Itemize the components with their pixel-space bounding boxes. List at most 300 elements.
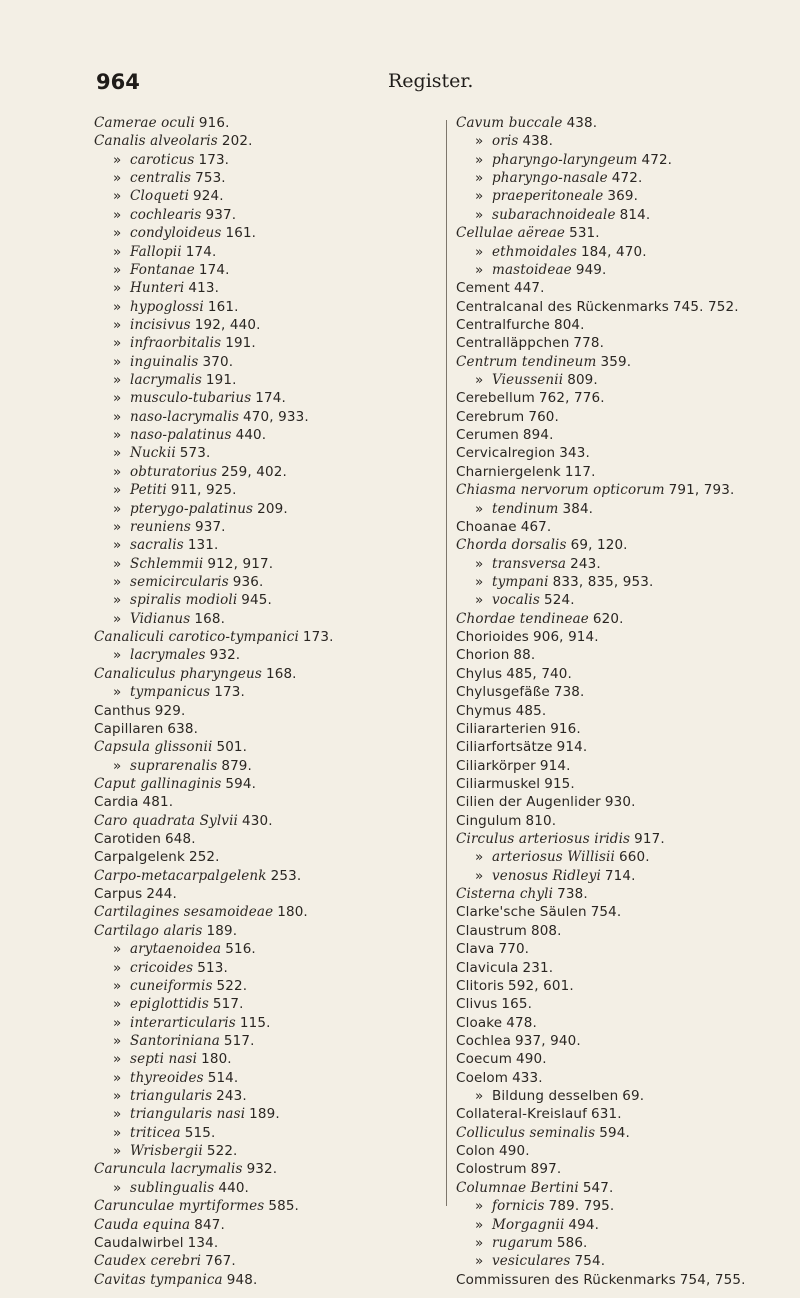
index-term: tympani bbox=[492, 573, 549, 590]
ditto-mark: » bbox=[113, 757, 122, 774]
index-term: Canalis alveolaris bbox=[94, 133, 218, 150]
index-entry bbox=[94, 114, 434, 132]
index-term: Caruncula lacrymalis bbox=[94, 1161, 243, 1178]
page-reference: 173. bbox=[198, 151, 230, 168]
page-reference: 430. bbox=[242, 812, 273, 829]
page-reference: 470, 933. bbox=[243, 408, 309, 425]
page-reference: 760. bbox=[528, 408, 559, 425]
index-term: triangularis bbox=[130, 1088, 213, 1105]
page-reference: 467. bbox=[520, 518, 552, 535]
index-entry bbox=[94, 922, 434, 940]
index-term: sublingualis bbox=[130, 1179, 215, 1196]
index-term: Cisterna chyli bbox=[456, 886, 554, 903]
page-reference: 88. bbox=[513, 647, 536, 664]
index-entry bbox=[456, 793, 796, 811]
ditto-mark: » bbox=[113, 316, 122, 333]
index-term: lacrymalis bbox=[130, 372, 202, 389]
index-term: naso-palatinus bbox=[130, 427, 232, 444]
index-entry bbox=[456, 940, 796, 958]
ditto-mark: » bbox=[113, 977, 122, 994]
page-reference: 69. bbox=[622, 1088, 645, 1105]
ditto-mark: » bbox=[113, 537, 122, 554]
index-entry bbox=[94, 316, 434, 334]
index-term: triticea bbox=[130, 1124, 181, 1141]
index-term: Chymus bbox=[456, 702, 512, 719]
page-reference: 472. bbox=[641, 151, 673, 168]
ditto-mark: » bbox=[475, 206, 484, 223]
page-reference: 161. bbox=[207, 298, 239, 315]
ditto-mark: » bbox=[475, 151, 484, 168]
ditto-mark: » bbox=[475, 1088, 484, 1105]
page-reference: 660. bbox=[618, 849, 650, 866]
page-reference: 949. bbox=[575, 261, 607, 278]
index-term: Claustrum bbox=[456, 922, 527, 939]
page-reference: 180. bbox=[277, 904, 308, 921]
index-entry bbox=[456, 1050, 796, 1068]
page-reference: 930. bbox=[604, 794, 636, 811]
page-reference: 191. bbox=[225, 335, 256, 352]
ditto-mark: » bbox=[475, 372, 484, 389]
index-term: Cerumen bbox=[456, 427, 519, 444]
index-term: Cauda equina bbox=[94, 1216, 191, 1233]
ditto-mark: » bbox=[113, 1179, 122, 1196]
index-entry bbox=[456, 151, 796, 169]
index-entry bbox=[94, 1197, 434, 1215]
index-term: Santoriniana bbox=[130, 1032, 220, 1049]
page-reference: 592, 601. bbox=[508, 977, 574, 994]
index-entry bbox=[94, 353, 434, 371]
index-entry bbox=[456, 500, 796, 518]
index-entry bbox=[456, 995, 796, 1013]
index-entry bbox=[456, 903, 796, 921]
index-term: Centrum tendineum bbox=[456, 353, 597, 370]
index-entry bbox=[456, 1216, 796, 1234]
page-reference: 494. bbox=[568, 1216, 600, 1233]
index-term: Carpus bbox=[94, 886, 143, 903]
index-entry bbox=[456, 243, 796, 261]
index-term: Ciliararterien bbox=[456, 720, 547, 737]
page-reference: 522. bbox=[206, 1143, 238, 1160]
index-term: ethmoidales bbox=[492, 243, 577, 260]
index-term: pterygo-palatinus bbox=[130, 500, 254, 517]
ditto-mark: » bbox=[475, 188, 484, 205]
ditto-mark: » bbox=[113, 372, 122, 389]
index-term: Ciliarfortsätze bbox=[456, 739, 553, 756]
index-term: Coecum bbox=[456, 1051, 513, 1068]
index-term: thyreoides bbox=[130, 1069, 204, 1086]
page-reference: 184, 470. bbox=[580, 243, 647, 260]
index-entry bbox=[94, 243, 434, 261]
index-entry bbox=[456, 371, 796, 389]
page-reference: 547. bbox=[582, 1179, 614, 1196]
index-entry bbox=[94, 848, 434, 866]
index-entry bbox=[456, 555, 796, 573]
page-reference: 359. bbox=[600, 353, 632, 370]
page-reference: 778. bbox=[573, 335, 605, 352]
index-term: Cement bbox=[456, 280, 510, 297]
index-term: Centralfurche bbox=[456, 316, 550, 333]
index-entry bbox=[456, 610, 796, 628]
page-reference: 69, 120. bbox=[570, 537, 628, 554]
index-term: Coelom bbox=[456, 1069, 509, 1086]
index-term: venosus Ridleyi bbox=[492, 867, 601, 884]
page-reference: 165. bbox=[501, 996, 533, 1013]
index-entry bbox=[456, 1032, 796, 1050]
ditto-mark: » bbox=[475, 170, 484, 187]
index-entry bbox=[94, 298, 434, 316]
index-entry bbox=[456, 187, 796, 205]
index-entry bbox=[456, 481, 796, 499]
page-reference: 916. bbox=[550, 720, 581, 737]
page-reference: 524. bbox=[543, 592, 575, 609]
index-entry bbox=[456, 959, 796, 977]
page-reference: 754. bbox=[574, 1253, 606, 1270]
page-reference: 517. bbox=[223, 1032, 255, 1049]
index-entry bbox=[456, 702, 796, 720]
page-reference: 738. bbox=[557, 886, 588, 903]
index-term: Colostrum bbox=[456, 1161, 527, 1178]
page-reference: 516. bbox=[225, 941, 256, 958]
ditto-mark: » bbox=[113, 445, 122, 462]
index-term: Clitoris bbox=[456, 977, 505, 994]
index-entry bbox=[456, 132, 796, 150]
index-entry bbox=[94, 224, 434, 242]
index-entry bbox=[456, 775, 796, 793]
index-entry bbox=[456, 518, 796, 536]
index-term: cricoides bbox=[130, 959, 194, 976]
index-entry bbox=[456, 738, 796, 756]
page-reference: 168. bbox=[194, 610, 226, 627]
page-reference: 770. bbox=[498, 941, 530, 958]
index-column-right bbox=[456, 114, 796, 1289]
index-term: Clarke'sche Säulen bbox=[456, 904, 587, 921]
ditto-mark: » bbox=[475, 867, 484, 884]
index-entry bbox=[94, 1105, 434, 1123]
index-term: Clavicula bbox=[456, 959, 519, 976]
index-entry bbox=[94, 812, 434, 830]
index-term: subarachnoideale bbox=[492, 206, 616, 223]
index-term: Carotiden bbox=[94, 831, 162, 848]
index-term: praeperitoneale bbox=[492, 188, 604, 205]
page-reference: 440. bbox=[235, 427, 267, 444]
index-term: Charniergelenk bbox=[456, 463, 561, 480]
ditto-mark: » bbox=[113, 390, 122, 407]
page-reference: 433. bbox=[512, 1069, 543, 1086]
index-entry bbox=[94, 500, 434, 518]
index-term: suprarenalis bbox=[130, 757, 218, 774]
index-entry bbox=[456, 169, 796, 187]
page-reference: 517. bbox=[212, 996, 244, 1013]
ditto-mark: » bbox=[113, 427, 122, 444]
index-entry bbox=[94, 187, 434, 205]
page-reference: 767. bbox=[205, 1253, 236, 1270]
page-reference: 810. bbox=[525, 812, 557, 829]
index-term: tendinum bbox=[492, 500, 559, 517]
index-entry bbox=[94, 536, 434, 554]
ditto-mark: » bbox=[113, 280, 122, 297]
ditto-mark: » bbox=[113, 573, 122, 590]
index-entry bbox=[94, 169, 434, 187]
index-term: Chylusgefäße bbox=[456, 684, 550, 701]
page-reference: 847. bbox=[194, 1216, 225, 1233]
index-entry bbox=[94, 940, 434, 958]
index-term: Caudalwirbel bbox=[94, 1234, 184, 1251]
index-entry bbox=[94, 903, 434, 921]
index-entry bbox=[456, 353, 796, 371]
index-term: Cloake bbox=[456, 1014, 503, 1031]
page-reference: 638. bbox=[167, 720, 199, 737]
index-entry bbox=[94, 1087, 434, 1105]
index-entry bbox=[94, 867, 434, 885]
index-entry bbox=[456, 1142, 796, 1160]
index-entry bbox=[456, 977, 796, 995]
index-entry bbox=[456, 1197, 796, 1215]
page-reference: 745. 752. bbox=[672, 298, 739, 315]
ditto-mark: » bbox=[113, 555, 122, 572]
ditto-mark: » bbox=[113, 225, 122, 242]
page-reference: 924. bbox=[193, 188, 224, 205]
index-term: Chorioides bbox=[456, 629, 529, 646]
index-entry bbox=[456, 1179, 796, 1197]
ditto-mark: » bbox=[475, 261, 484, 278]
page-reference: 384. bbox=[562, 500, 594, 517]
page-reference: 897. bbox=[530, 1161, 562, 1178]
page-reference: 937. bbox=[205, 206, 237, 223]
index-term: pharyngo-laryngeum bbox=[492, 151, 638, 168]
index-term: Colon bbox=[456, 1143, 496, 1160]
page-reference: 490. bbox=[516, 1051, 547, 1068]
ditto-mark: » bbox=[113, 941, 122, 958]
ditto-mark: » bbox=[113, 684, 122, 701]
ditto-mark: » bbox=[475, 849, 484, 866]
ditto-mark: » bbox=[475, 1198, 484, 1215]
page-reference: 370. bbox=[202, 353, 234, 370]
index-entry bbox=[94, 481, 434, 499]
index-term: Cilien der Augenlider bbox=[456, 794, 601, 811]
index-term: Morgagnii bbox=[492, 1216, 565, 1233]
index-term: sacralis bbox=[130, 537, 184, 554]
page-reference: 369. bbox=[607, 188, 639, 205]
index-entry bbox=[456, 683, 796, 701]
page-reference: 714. bbox=[604, 867, 636, 884]
index-entry bbox=[94, 573, 434, 591]
page-reference: 631. bbox=[591, 1106, 622, 1123]
page-reference: 586. bbox=[556, 1234, 588, 1251]
page-reference: 243. bbox=[216, 1088, 247, 1105]
index-entry bbox=[94, 738, 434, 756]
index-term: Chorda dorsalis bbox=[456, 537, 567, 554]
index-entry bbox=[456, 463, 796, 481]
page-reference: 501. bbox=[216, 739, 248, 756]
page-reference: 932. bbox=[246, 1161, 278, 1178]
page-reference: 490. bbox=[499, 1143, 530, 1160]
index-term: Bildung desselben bbox=[492, 1088, 619, 1105]
page-reference: 192, 440. bbox=[194, 316, 261, 333]
index-term: tympanicus bbox=[130, 684, 211, 701]
ditto-mark: » bbox=[113, 500, 122, 517]
ditto-mark: » bbox=[113, 151, 122, 168]
page-reference: 929. bbox=[154, 702, 186, 719]
ditto-mark: » bbox=[113, 261, 122, 278]
page-reference: 413. bbox=[188, 280, 220, 297]
page-reference: 585. bbox=[268, 1198, 300, 1215]
page-reference: 936. bbox=[232, 573, 264, 590]
index-term: septi nasi bbox=[130, 1051, 198, 1068]
page-reference: 243. bbox=[570, 555, 601, 572]
index-entry bbox=[456, 1124, 796, 1142]
index-term: epiglottidis bbox=[130, 996, 209, 1013]
index-term: arteriosus Willisii bbox=[492, 849, 615, 866]
index-term: Centralläppchen bbox=[456, 335, 570, 352]
page-reference: 833, 835, 953. bbox=[552, 573, 654, 590]
index-entry bbox=[456, 1271, 796, 1289]
index-entry bbox=[94, 279, 434, 297]
index-entry bbox=[456, 848, 796, 866]
index-term: Cavitas tympanica bbox=[94, 1271, 223, 1288]
index-term: Fontanae bbox=[130, 261, 195, 278]
index-entry bbox=[456, 1105, 796, 1123]
index-term: Canthus bbox=[94, 702, 151, 719]
index-term: obturatorius bbox=[130, 463, 218, 480]
index-term: pharyngo-nasale bbox=[492, 170, 608, 187]
index-term: Fallopii bbox=[130, 243, 182, 260]
index-entry bbox=[456, 408, 796, 426]
page-reference: 648. bbox=[165, 831, 196, 848]
ditto-mark: » bbox=[113, 1124, 122, 1141]
index-term: caroticus bbox=[130, 151, 195, 168]
index-term: semicircularis bbox=[130, 573, 229, 590]
index-term: Canaliculus pharyngeus bbox=[94, 665, 262, 682]
index-term: vesiculares bbox=[492, 1253, 571, 1270]
index-term: cuneiformis bbox=[130, 977, 213, 994]
ditto-mark: » bbox=[113, 170, 122, 187]
page-reference: 209. bbox=[257, 500, 288, 517]
index-entry bbox=[94, 261, 434, 279]
page-reference: 180. bbox=[201, 1051, 232, 1068]
page-reference: 440. bbox=[218, 1179, 250, 1196]
index-term: Commissuren des Rückenmarks bbox=[456, 1271, 676, 1288]
index-term: Cardia bbox=[94, 794, 139, 811]
page-reference: 481. bbox=[142, 794, 174, 811]
index-term: fornicis bbox=[492, 1198, 545, 1215]
ditto-mark: » bbox=[475, 500, 484, 517]
index-term: Centralcanal des Rückenmarks bbox=[456, 298, 669, 315]
index-term: Cerebrum bbox=[456, 408, 525, 425]
index-entry bbox=[94, 426, 434, 444]
page-reference: 917. bbox=[634, 831, 665, 848]
index-term: Chylus bbox=[456, 665, 503, 682]
page-reference: 531. bbox=[569, 225, 600, 242]
page-reference: 252. bbox=[188, 849, 220, 866]
index-entry bbox=[94, 757, 434, 775]
index-entry bbox=[94, 408, 434, 426]
ditto-mark: » bbox=[113, 996, 122, 1013]
ditto-mark: » bbox=[113, 1106, 122, 1123]
column-divider bbox=[446, 120, 447, 1206]
page-reference: 894. bbox=[522, 427, 554, 444]
index-term: Canaliculi carotico-tympanici bbox=[94, 629, 299, 646]
index-column-left bbox=[94, 114, 434, 1289]
index-entry bbox=[456, 757, 796, 775]
index-term: oris bbox=[492, 133, 519, 150]
page-reference: 117. bbox=[564, 463, 596, 480]
page-reference: 522. bbox=[216, 977, 248, 994]
index-entry bbox=[456, 261, 796, 279]
index-term: Cervicalregion bbox=[456, 445, 556, 462]
index-term: Circulus arteriosus iridis bbox=[456, 831, 631, 848]
index-entry bbox=[94, 389, 434, 407]
index-term: inguinalis bbox=[130, 353, 199, 370]
page-reference: 231. bbox=[522, 959, 554, 976]
index-entry bbox=[456, 426, 796, 444]
page-reference: 134. bbox=[187, 1234, 219, 1251]
index-term: Cartilago alaris bbox=[94, 922, 203, 939]
ditto-mark: » bbox=[113, 518, 122, 535]
page-reference: 914. bbox=[539, 757, 571, 774]
page-reference: 916. bbox=[198, 115, 230, 131]
index-term: musculo-tubarius bbox=[130, 390, 252, 407]
index-term: Ciliarmuskel bbox=[456, 775, 541, 792]
index-term: Cloqueti bbox=[130, 188, 190, 205]
page-reference: 515. bbox=[184, 1124, 216, 1141]
page-reference: 808. bbox=[530, 922, 562, 939]
index-entry bbox=[94, 1032, 434, 1050]
index-entry bbox=[94, 591, 434, 609]
page-reference: 485. bbox=[515, 702, 547, 719]
index-entry bbox=[456, 922, 796, 940]
page-reference: 174. bbox=[255, 390, 286, 407]
index-entry bbox=[94, 628, 434, 646]
index-term: mastoideae bbox=[492, 261, 572, 278]
index-term: lacrymales bbox=[130, 647, 206, 664]
page-reference: 945. bbox=[241, 592, 272, 609]
running-title: Register. bbox=[388, 70, 474, 92]
ditto-mark: » bbox=[113, 482, 122, 499]
index-entry bbox=[456, 830, 796, 848]
index-entry bbox=[456, 867, 796, 885]
index-term: Carpo-metacarpalgelenk bbox=[94, 867, 267, 884]
page-reference: 115. bbox=[239, 1014, 271, 1031]
index-term: Cellulae aëreae bbox=[456, 225, 566, 242]
index-term: Caput gallinaginis bbox=[94, 775, 222, 792]
index-term: interarticularis bbox=[130, 1014, 236, 1031]
index-entry bbox=[456, 444, 796, 462]
index-entry bbox=[94, 1069, 434, 1087]
index-entry bbox=[456, 1234, 796, 1252]
page-reference: 485, 740. bbox=[506, 665, 572, 682]
index-term: Chorion bbox=[456, 647, 510, 664]
page-reference: 754. bbox=[590, 904, 622, 921]
ditto-mark: » bbox=[113, 1143, 122, 1160]
index-entry bbox=[456, 316, 796, 334]
index-term: vocalis bbox=[492, 592, 540, 609]
index-term: Camerae oculi bbox=[94, 115, 195, 131]
page-reference: 438. bbox=[566, 115, 598, 131]
index-term: transversa bbox=[492, 555, 567, 572]
page-reference: 202. bbox=[221, 133, 253, 150]
index-entry bbox=[94, 995, 434, 1013]
index-term: Clava bbox=[456, 941, 495, 958]
index-entry bbox=[456, 536, 796, 554]
index-term: cochlearis bbox=[130, 206, 202, 223]
ditto-mark: » bbox=[113, 463, 122, 480]
page-reference: 914. bbox=[556, 739, 588, 756]
page-reference: 478. bbox=[506, 1014, 537, 1031]
index-entry bbox=[456, 224, 796, 242]
index-entry bbox=[456, 885, 796, 903]
page-reference: 161. bbox=[225, 225, 257, 242]
index-term: Chordae tendineae bbox=[456, 610, 589, 627]
